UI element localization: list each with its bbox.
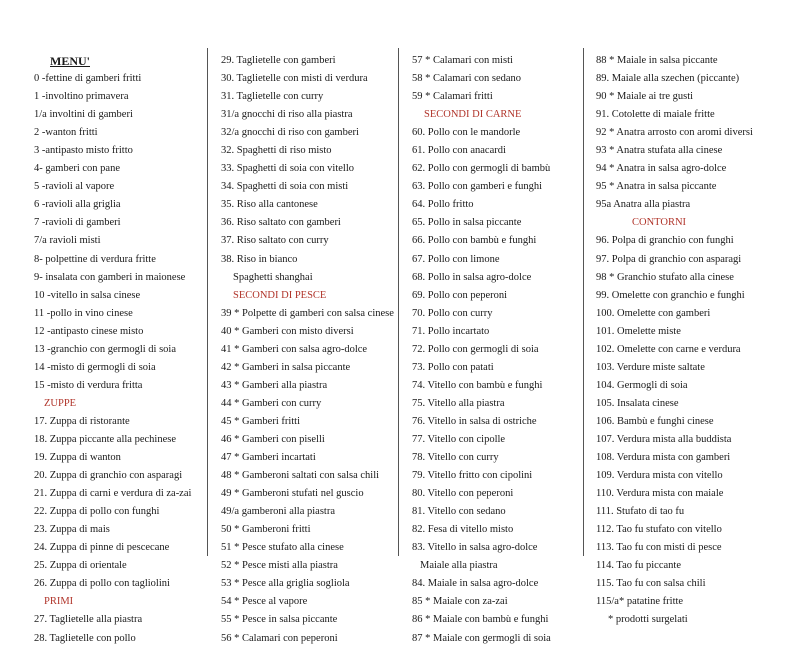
menu-item: 0 -fettine di gamberi fritti — [34, 73, 142, 85]
menu-item: 58 * Calamari con sedano — [412, 73, 522, 85]
menu-item: 68. Pollo in salsa agro-dolce — [412, 271, 532, 283]
menu-item: 94 * Anatra in salsa agro-dolce — [596, 163, 727, 175]
section-heading: SECONDI DI CARNE — [424, 109, 522, 121]
menu-item: 33. Spaghetti di soia con vitello — [221, 163, 354, 175]
menu-item: 103. Verdure miste saltate — [596, 361, 705, 373]
menu-title: MENU' — [50, 54, 90, 68]
menu-item: 32/a gnocchi di riso con gamberi — [221, 127, 359, 139]
menu-item: 97. Polpa di granchio con asparagi — [596, 253, 742, 265]
menu-item: 29. Taglietelle con gamberi — [221, 55, 336, 66]
menu-item: 19. Zuppa di wanton — [34, 452, 121, 464]
menu-item: 59 * Calamari fritti — [412, 91, 493, 103]
menu-item: 47 * Gamberi incartati — [221, 452, 316, 464]
menu-item: 41 * Gamberi con salsa agro-dolce — [221, 343, 368, 355]
menu-item: 77. Vitello con cipolle — [412, 433, 506, 445]
menu-item: 10 -vitello in salsa cinese — [34, 289, 141, 301]
menu-item: 96. Polpa di granchio con funghi — [596, 235, 734, 247]
menu-item: 45 * Gamberi fritti — [221, 415, 301, 427]
menu-item: 31/a gnocchi di riso alla piastra — [221, 109, 353, 121]
menu-item: 100. Omelette con gamberi — [596, 307, 711, 319]
menu-item: 20. Zuppa di granchio con asparagi — [34, 470, 183, 482]
menu-item: 91. Cotolette di maiale fritte — [596, 109, 715, 121]
menu-item: 50 * Gamberoni fritti — [221, 524, 311, 536]
menu-item: 71. Pollo incartato — [412, 325, 490, 337]
menu-item: 26. Zuppa di pollo con tagliolini — [34, 578, 170, 590]
menu-item: 31. Taglietelle con curry — [221, 91, 324, 103]
menu-item: 11 -pollo in vino cinese — [34, 307, 133, 319]
menu-item: 83. Vitello in salsa agro-dolce — [412, 542, 538, 554]
menu-item: 38. Riso in bianco — [221, 253, 298, 265]
menu-item: 35. Riso alla cantonese — [221, 199, 318, 211]
menu-column-1 — [34, 52, 191, 648]
menu-column-2 — [221, 52, 394, 648]
menu-item: Maiale alla piastra — [420, 560, 498, 572]
menu-item: 104. Germogli di soia — [596, 379, 688, 391]
menu-item: 39 * Polpette di gamberi con salsa cinese — [221, 307, 394, 319]
menu-item: 7 -ravioli di gamberi — [34, 217, 121, 229]
menu-item: 2 -wanton fritti — [34, 127, 98, 139]
menu-item: 115. Tao fu con salsa chili — [596, 578, 706, 590]
section-heading: PRIMI — [44, 596, 74, 608]
menu-item: 46 * Gamberi con piselli — [221, 433, 325, 445]
menu-item: 57 * Calamari con misti — [412, 55, 513, 66]
menu-item: 3 -antipasto misto fritto — [34, 145, 133, 157]
menu-item: 98 * Granchio stufato alla cinese — [596, 271, 734, 283]
menu-item: 89. Maiale alla szechen (piccante) — [596, 73, 740, 85]
menu-item: 65. Pollo in salsa piccante — [412, 217, 522, 229]
menu-item: 73. Pollo con patati — [412, 361, 494, 373]
menu-item: 110. Verdura mista con maiale — [596, 488, 724, 500]
menu-item: 61. Pollo con anacardi — [412, 145, 506, 157]
menu-item: 95 * Anatra in salsa piccante — [596, 181, 717, 193]
menu-item: 51 * Pesce stufato alla cinese — [221, 542, 344, 554]
menu-item: 1/a involtini di gamberi — [34, 109, 133, 121]
menu-item: 79. Vitello fritto con cipolini — [412, 470, 533, 482]
menu-item: 18. Zuppa piccante alla pechinese — [34, 433, 176, 445]
menu-item: 102. Omelette con carne e verdura — [596, 343, 741, 355]
menu-item: 15 -misto di verdura fritta — [34, 379, 143, 391]
menu-item: 113. Tao fu con misti di pesce — [596, 542, 722, 554]
menu-item: 62. Pollo con germogli di bambù — [412, 163, 551, 175]
menu-item: 81. Vitello con sedano — [412, 506, 506, 518]
menu-item: 34. Spaghetti di soia con misti — [221, 181, 349, 193]
column-divider — [583, 48, 584, 556]
menu-item: 14 -misto di germogli di soia — [34, 361, 156, 373]
menu-item: 44 * Gamberi con curry — [221, 397, 322, 409]
menu-item: 21. Zuppa di carni e verdura di za-zai — [34, 488, 192, 500]
menu-item: 101. Omelette miste — [596, 325, 681, 337]
menu-item: 85 * Maiale con za-zai — [412, 596, 508, 608]
menu-item: Spaghetti shanghai — [233, 271, 313, 283]
menu-item: 86 * Maiale con bambù e funghi — [412, 614, 549, 626]
menu-item: 43 * Gamberi alla piastra — [221, 379, 328, 391]
menu-item: 87 * Maiale con germogli di soia — [412, 632, 551, 644]
menu-item: 42 * Gamberi in salsa piccante — [221, 361, 351, 373]
column-divider — [207, 48, 208, 556]
menu-item: 111. Stufato di tao fu — [596, 506, 685, 518]
menu-item: 8- polpettine di verdura fritte — [34, 253, 156, 265]
menu-item: 49/a gamberoni alla piastra — [221, 506, 335, 518]
menu-item: 99. Omelette con granchio e funghi — [596, 289, 745, 301]
menu-item: 37. Riso saltato con curry — [221, 235, 329, 247]
section-heading: CONTORNI — [632, 217, 687, 229]
menu-item: 90 * Maiale ai tre gusti — [596, 91, 694, 103]
menu-item: 28. Taglietelle con pollo — [34, 632, 136, 644]
section-heading: ZUPPE — [44, 397, 77, 409]
menu-item: 66. Pollo con bambù e funghi — [412, 235, 537, 247]
menu-item: 40 * Gamberi con misto diversi — [221, 325, 354, 337]
menu-item: 56 * Calamari con peperoni — [221, 632, 338, 644]
menu-item: 22. Zuppa di pollo con funghi — [34, 506, 160, 518]
menu-item: 82. Fesa di vitello misto — [412, 524, 514, 536]
menu-item: 76. Vitello in salsa di ostriche — [412, 415, 537, 427]
menu-item: 95a Anatra alla piastra — [596, 199, 691, 211]
menu-item: 70. Pollo con curry — [412, 307, 493, 319]
menu-item: 36. Riso saltato con gamberi — [221, 217, 341, 229]
menu-item: 30. Taglietelle con misti di verdura — [221, 73, 368, 85]
menu-item: 27. Taglietelle alla piastra — [34, 614, 143, 626]
menu-item: 52 * Pesce misti alla piastra — [221, 560, 338, 572]
menu-item: 60. Pollo con le mandorle — [412, 127, 521, 139]
menu-item: 6 -ravioli alla griglia — [34, 199, 121, 211]
menu-item: 48 * Gamberoni saltati con salsa chili — [221, 470, 380, 482]
menu-item: 92 * Anatra arrosto con aromi diversi — [596, 127, 753, 139]
menu-item: 72. Pollo con germogli di soia — [412, 343, 539, 355]
menu-item: 107. Verdura mista alla buddista — [596, 433, 732, 445]
menu-item: 108. Verdura mista con gamberi — [596, 452, 731, 464]
menu-item: 67. Pollo con limone — [412, 253, 500, 265]
menu-item: 4- gamberi con pane — [34, 163, 121, 175]
menu-item: 7/a ravioli misti — [34, 235, 101, 247]
menu-item: 109. Verdura mista con vitello — [596, 470, 723, 482]
menu-column-3 — [412, 52, 551, 648]
menu-item: 54 * Pesce al vapore — [221, 596, 308, 608]
menu-item: 84. Maiale in salsa agro-dolce — [412, 578, 539, 590]
menu-item: 9- insalata con gamberi in maionese — [34, 271, 186, 283]
menu-item: 80. Vitello con peperoni — [412, 488, 514, 500]
menu-item: 1 -involtino primavera — [34, 91, 129, 103]
menu-item: 115/a* patatine fritte — [596, 596, 684, 608]
menu-item: 64. Pollo fritto — [412, 199, 474, 211]
menu-item: 105. Insalata cinese — [596, 397, 679, 409]
menu-column-4 — [596, 52, 753, 630]
menu-item: 13 -granchio con germogli di soia — [34, 343, 177, 355]
menu-item: 17. Zuppa di ristorante — [34, 415, 130, 427]
menu-item: 32. Spaghetti di riso misto — [221, 145, 332, 157]
menu-item: 69. Pollo con peperoni — [412, 289, 508, 301]
section-heading: SECONDI DI PESCE — [233, 289, 327, 301]
menu-item: 106. Bambù e funghi cinese — [596, 415, 714, 427]
menu-item: 112. Tao fu stufato con vitello — [596, 524, 722, 536]
menu-item: 55 * Pesce in salsa piccante — [221, 614, 338, 626]
menu-item: 74. Vitello con bambù e funghi — [412, 379, 543, 391]
menu-item: 114. Tao fu piccante — [596, 560, 681, 572]
menu-item: 24. Zuppa di pinne di pescecane — [34, 542, 170, 554]
menu-item: * prodotti surgelati — [608, 614, 688, 626]
menu-item: 63. Pollo con gamberi e funghi — [412, 181, 543, 193]
menu-item: 75. Vitello alla piastra — [412, 397, 505, 409]
menu-item: 25. Zuppa di orientale — [34, 560, 127, 572]
column-divider — [398, 48, 399, 556]
menu-item: 12 -antipasto cinese misto — [34, 325, 144, 337]
menu-item: 93 * Anatra stufata alla cinese — [596, 145, 723, 157]
menu-item: 23. Zuppa di mais — [34, 524, 110, 536]
menu-item: 49 * Gamberoni stufati nel guscio — [221, 488, 364, 500]
menu-item: 88 * Maiale in salsa piccante — [596, 55, 718, 66]
menu-item: 78. Vitello con curry — [412, 452, 499, 464]
menu-item: 53 * Pesce alla griglia sogliola — [221, 578, 350, 590]
menu-item: 5 -ravioli al vapore — [34, 181, 115, 193]
